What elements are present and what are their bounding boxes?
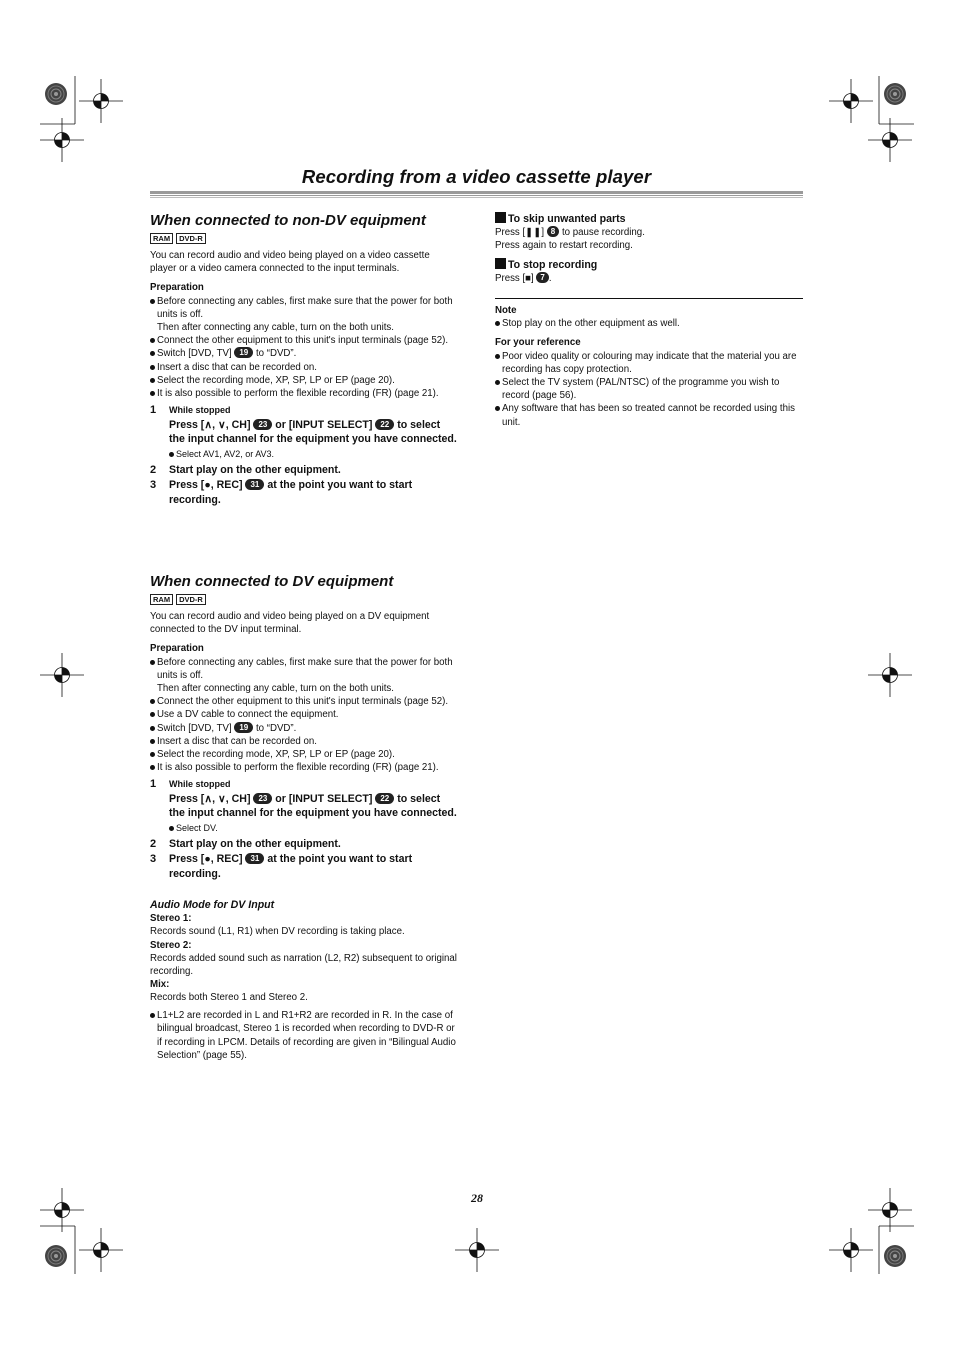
- reference-label: For your reference: [495, 337, 581, 349]
- crop-mark-top-right: [829, 76, 914, 162]
- tag-dvd-r: DVD-R: [176, 233, 206, 244]
- step-3: [150, 478, 458, 507]
- stereo1-text: Records sound (L1, R1) when DV recording is taking place.: [150, 926, 405, 938]
- list-item: Stop play on the other equipment as well.: [495, 317, 803, 330]
- step-sublist: [169, 822, 458, 835]
- channel-down-icon: ∨: [218, 792, 226, 805]
- crop-mark-mid-left: [40, 653, 84, 697]
- list-item: Then after connecting any cable, turn on the both units.: [157, 683, 394, 695]
- note-label: Note: [495, 305, 517, 316]
- notes: [495, 304, 803, 429]
- button-ref-badge: 22: [375, 419, 394, 430]
- step-3: [150, 852, 458, 881]
- stereo1-label: Stereo 1:: [150, 913, 192, 925]
- list-item: Select the recording mode, XP, SP, LP or EP (page 20).: [150, 374, 458, 387]
- step-instruction: Press [∧, ∨, CH] 23 or [INPUT SELECT] 22 to select the input channel for the equipment you have connected.: [169, 792, 457, 820]
- stereo2-label: Stereo 2:: [150, 939, 192, 951]
- list-item: It is also possible to perform the flexible recording (FR) (page 21).: [150, 387, 458, 400]
- list-item: Connect the other equipment to this unit's input terminals (page 52).: [150, 695, 458, 708]
- section-non-dv: [150, 212, 458, 507]
- mix-label: Mix:: [150, 979, 170, 991]
- crop-mark-bottom-left: [40, 1188, 123, 1274]
- step-1: [150, 777, 458, 835]
- step-1: [150, 403, 458, 461]
- note-list: [495, 317, 803, 330]
- record-dot-icon: ●: [204, 853, 211, 866]
- square-bullet-icon: [495, 258, 506, 269]
- stop-icon: ■: [525, 273, 532, 285]
- audio-note-list: [150, 1009, 458, 1062]
- list-item: Insert a disc that can be recorded on.: [150, 735, 458, 748]
- step-condition: While stopped: [169, 405, 231, 416]
- reference-list: [495, 350, 803, 429]
- steps: [150, 777, 458, 881]
- step-instruction: Press [∧, ∨, CH] 23 or [INPUT SELECT] 22 to select the input channel for the equipment you have connected.: [169, 418, 457, 446]
- stop-text: Press [■] 7 .: [495, 273, 552, 285]
- button-ref-badge: 31: [245, 853, 264, 864]
- list-item: Before connecting any cables, first make sure that the power for both units is off.: [150, 295, 458, 321]
- list-item: Switch [DVD, TV] 19 to “DVD”.: [150, 347, 458, 360]
- audio-mode-heading: Audio Mode for DV Input: [150, 899, 275, 912]
- list-item: Select AV1, AV2, or AV3.: [169, 448, 458, 461]
- preparation-list: [150, 295, 458, 401]
- channel-up-icon: ∧: [204, 418, 213, 431]
- button-ref-badge: 23: [253, 793, 272, 804]
- list-item: Select DV.: [169, 822, 458, 835]
- button-ref-badge: 22: [375, 793, 394, 804]
- right-column: [495, 212, 803, 286]
- step-number: 2: [150, 463, 157, 476]
- step-instruction: Press [●, REC] 31 at the point you want to start recording.: [169, 479, 413, 506]
- disc-tags: [150, 594, 458, 606]
- list-item: Select the TV system (PAL/NTSC) of the programme you wish to record (page 56).: [495, 376, 803, 402]
- step-instruction: Start play on the other equipment.: [169, 837, 341, 850]
- step-number: 1: [150, 778, 157, 791]
- list-item: Before connecting any cables, first make sure that the power for both units is off.: [150, 656, 458, 682]
- step-instruction: Press [●, REC] 31 at the point you want to start recording.: [169, 853, 413, 880]
- tag-ram: RAM: [150, 233, 173, 244]
- list-item: L1+L2 are recorded in L and R1+R2 are recorded in R. In the case of bilingual broadcast, Stereo 1 is recorded when recording to DVD-R or if recording in LPCM. Details of recording are given in “Bilingual Audio Selection” (page 55).: [150, 1009, 458, 1062]
- step-number: 3: [150, 853, 157, 866]
- list-item: Connect the other equipment to this unit's input terminals (page 52).: [150, 334, 458, 347]
- stereo2-text: Records added sound such as narration (L2, R2) subsequent to original recording.: [150, 952, 457, 977]
- step-number: 2: [150, 837, 157, 850]
- button-ref-badge: 7: [536, 272, 548, 283]
- step-2: [150, 463, 458, 478]
- disc-tags: [150, 233, 458, 245]
- stop-heading: To stop recording: [495, 258, 803, 272]
- list-item: Select the recording mode, XP, SP, LP or EP (page 20).: [150, 748, 458, 761]
- list-item: Use a DV cable to connect the equipment.: [150, 708, 458, 721]
- crop-mark-bottom-center: [455, 1228, 499, 1272]
- step-condition: While stopped: [169, 779, 231, 790]
- page-title: Recording from a video cassette player: [301, 166, 652, 187]
- divider: [495, 298, 803, 299]
- crop-mark-bottom-right: [829, 1188, 914, 1274]
- pause-icon: ❚❚: [525, 227, 542, 238]
- button-ref-badge: 23: [253, 419, 272, 430]
- crop-mark-top-left: [40, 76, 123, 162]
- button-ref-badge: 31: [245, 479, 264, 490]
- list-item: It is also possible to perform the flexible recording (FR) (page 21).: [150, 761, 458, 774]
- mix-text: Records both Stereo 1 and Stereo 2.: [150, 992, 308, 1004]
- intro-text: You can record audio and video being played on a video cassette player or a video camera connected to the input terminals.: [150, 250, 430, 275]
- list-item: Insert a disc that can be recorded on.: [150, 361, 458, 374]
- channel-up-icon: ∧: [204, 792, 213, 805]
- record-dot-icon: ●: [204, 479, 211, 492]
- tag-dvd-r: DVD-R: [176, 594, 206, 605]
- skip-text-2: Press again to restart recording.: [495, 240, 633, 252]
- channel-down-icon: ∨: [218, 418, 226, 431]
- tag-ram: RAM: [150, 594, 173, 605]
- section-dv: [150, 573, 458, 1062]
- steps: [150, 403, 458, 507]
- page-number: 28: [471, 1191, 483, 1205]
- skip-heading: To skip unwanted parts: [495, 212, 803, 226]
- button-ref-badge: 8: [547, 226, 559, 237]
- title-rule: [150, 191, 803, 199]
- preparation-list: [150, 656, 458, 775]
- section-heading: When connected to non-DV equipment: [150, 212, 426, 229]
- intro-text: You can record audio and video being played on a DV equipment connected to the DV input terminal.: [150, 611, 430, 636]
- list-item: Then after connecting any cable, turn on the both units.: [157, 322, 394, 334]
- step-2: [150, 837, 458, 852]
- step-number: 1: [150, 404, 157, 417]
- button-ref-badge: 19: [234, 347, 253, 358]
- section-heading: When connected to DV equipment: [150, 573, 394, 590]
- skip-text: Press [❚❚] 8 to pause recording.: [495, 227, 645, 238]
- preparation-label: Preparation: [150, 643, 204, 655]
- list-item: Any software that has been so treated cannot be recorded using this unit.: [495, 402, 803, 428]
- square-bullet-icon: [495, 212, 506, 223]
- step-sublist: [169, 448, 458, 461]
- crop-mark-mid-right: [868, 653, 912, 697]
- button-ref-badge: 19: [234, 722, 253, 733]
- step-instruction: Start play on the other equipment.: [169, 463, 341, 476]
- preparation-label: Preparation: [150, 282, 204, 294]
- list-item: Poor video quality or colouring may indicate that the material you are recording has copy protection.: [495, 350, 803, 376]
- list-item: Switch [DVD, TV] 19 to “DVD”.: [150, 722, 458, 735]
- step-number: 3: [150, 479, 157, 492]
